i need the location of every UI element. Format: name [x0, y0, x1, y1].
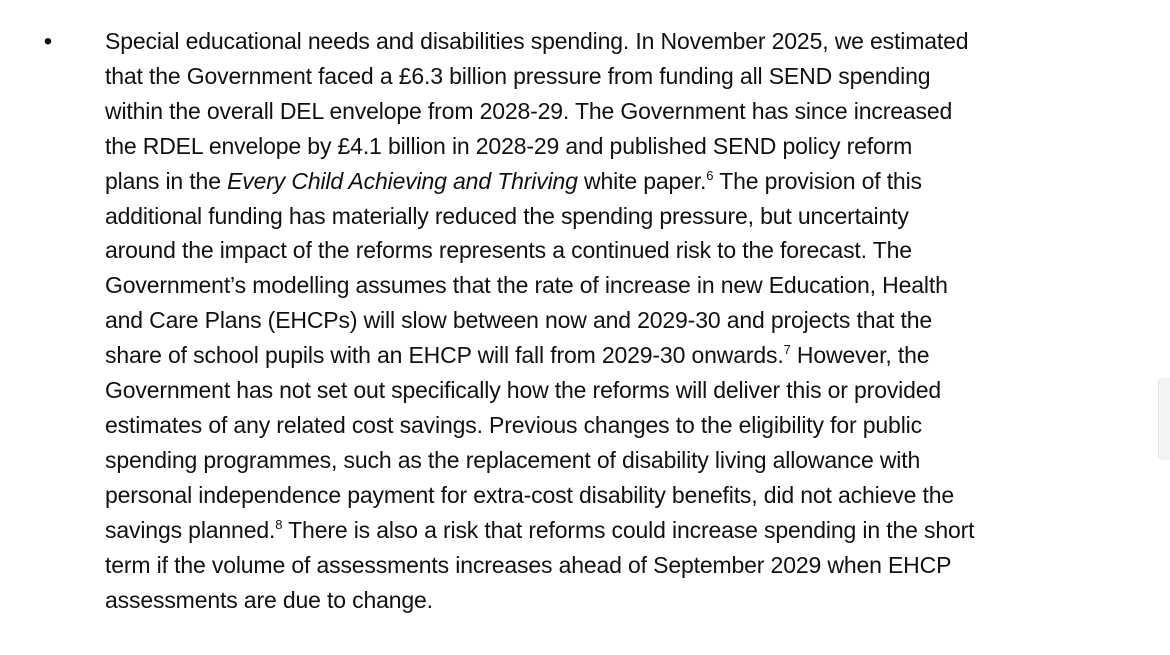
- paragraph-line: [105, 373, 1085, 408]
- line-text: white paper.: [577, 167, 707, 194]
- paragraph-line: [105, 408, 1085, 443]
- line-text: However, the: [790, 342, 930, 369]
- paragraph-line: [105, 94, 1085, 129]
- white-paper-title: Every Child Achieving and Thriving: [227, 167, 578, 194]
- bullet-marker: •: [43, 28, 53, 55]
- line-text: estimates of any related cost savings. Previous changes to the eligibility for public: [105, 411, 922, 438]
- paragraph-line: [105, 548, 1085, 583]
- paragraph-line: [105, 303, 1085, 338]
- line-text: within the overall DEL envelope from 2028-29. The Government has since increased: [105, 97, 953, 124]
- paragraph-line: [105, 129, 1085, 164]
- line-text: personal independence payment for extra-cost disability benefits, did not achieve the: [105, 481, 954, 508]
- line-text: additional funding has materially reduced the spending pressure, but uncertainty: [105, 202, 909, 229]
- paragraph-line: [105, 513, 1085, 548]
- line-text: that the Government faced a £6.3 billion pressure from funding all SEND spending: [105, 62, 931, 89]
- paragraph-line: [105, 24, 1085, 59]
- line-text: Government’s modelling assumes that the rate of increase in new Education, Health: [105, 272, 948, 299]
- paragraph-line: [105, 478, 1085, 513]
- paragraph-line: [105, 583, 1085, 618]
- paragraph-heading: Special educational needs and disabilities spending: [105, 28, 623, 54]
- line-text: term if the volume of assessments increases ahead of September 2029 when EHCP: [105, 551, 952, 578]
- line-text: and Care Plans (EHCPs) will slow between now and 2029-30 and projects that the: [105, 307, 932, 334]
- paragraph-line: [105, 268, 1085, 303]
- line-text: spending programmes, such as the replacement of disability living allowance with: [105, 446, 921, 473]
- scrollbar-thumb[interactable]: [1158, 378, 1170, 460]
- line-text: around the impact of the reforms represents a continued risk to the forecast. The: [105, 237, 912, 264]
- line-text: . In November 2025, we estimated: [622, 28, 969, 54]
- line-text: the RDEL envelope by £4.1 billion in 2028-29 and published SEND policy reform: [105, 132, 913, 159]
- line-text: savings planned.: [105, 516, 276, 543]
- footnote-marker-6: 6: [706, 167, 714, 183]
- footnote-marker-7: 7: [783, 342, 791, 358]
- line-text: assessments are due to change.: [105, 586, 433, 613]
- line-text: The provision of this: [713, 167, 922, 194]
- line-text: plans in the: [105, 167, 228, 194]
- line-text: share of school pupils with an EHCP will fall from 2029-30 onwards.: [105, 342, 784, 369]
- line-text: Government has not set out specifically how the reforms will deliver this or provided: [105, 377, 942, 404]
- paragraph-line: [105, 199, 1085, 234]
- paragraph-line: [105, 233, 1085, 268]
- footnote-marker-8: 8: [275, 516, 283, 532]
- paragraph-line: [105, 59, 1085, 94]
- line-text: There is also a risk that reforms could increase spending in the short: [282, 516, 975, 543]
- paragraph-line: [105, 164, 1085, 199]
- paragraph-line: [105, 338, 1085, 373]
- bullet-paragraph: [105, 24, 1085, 617]
- paragraph-line: [105, 443, 1085, 478]
